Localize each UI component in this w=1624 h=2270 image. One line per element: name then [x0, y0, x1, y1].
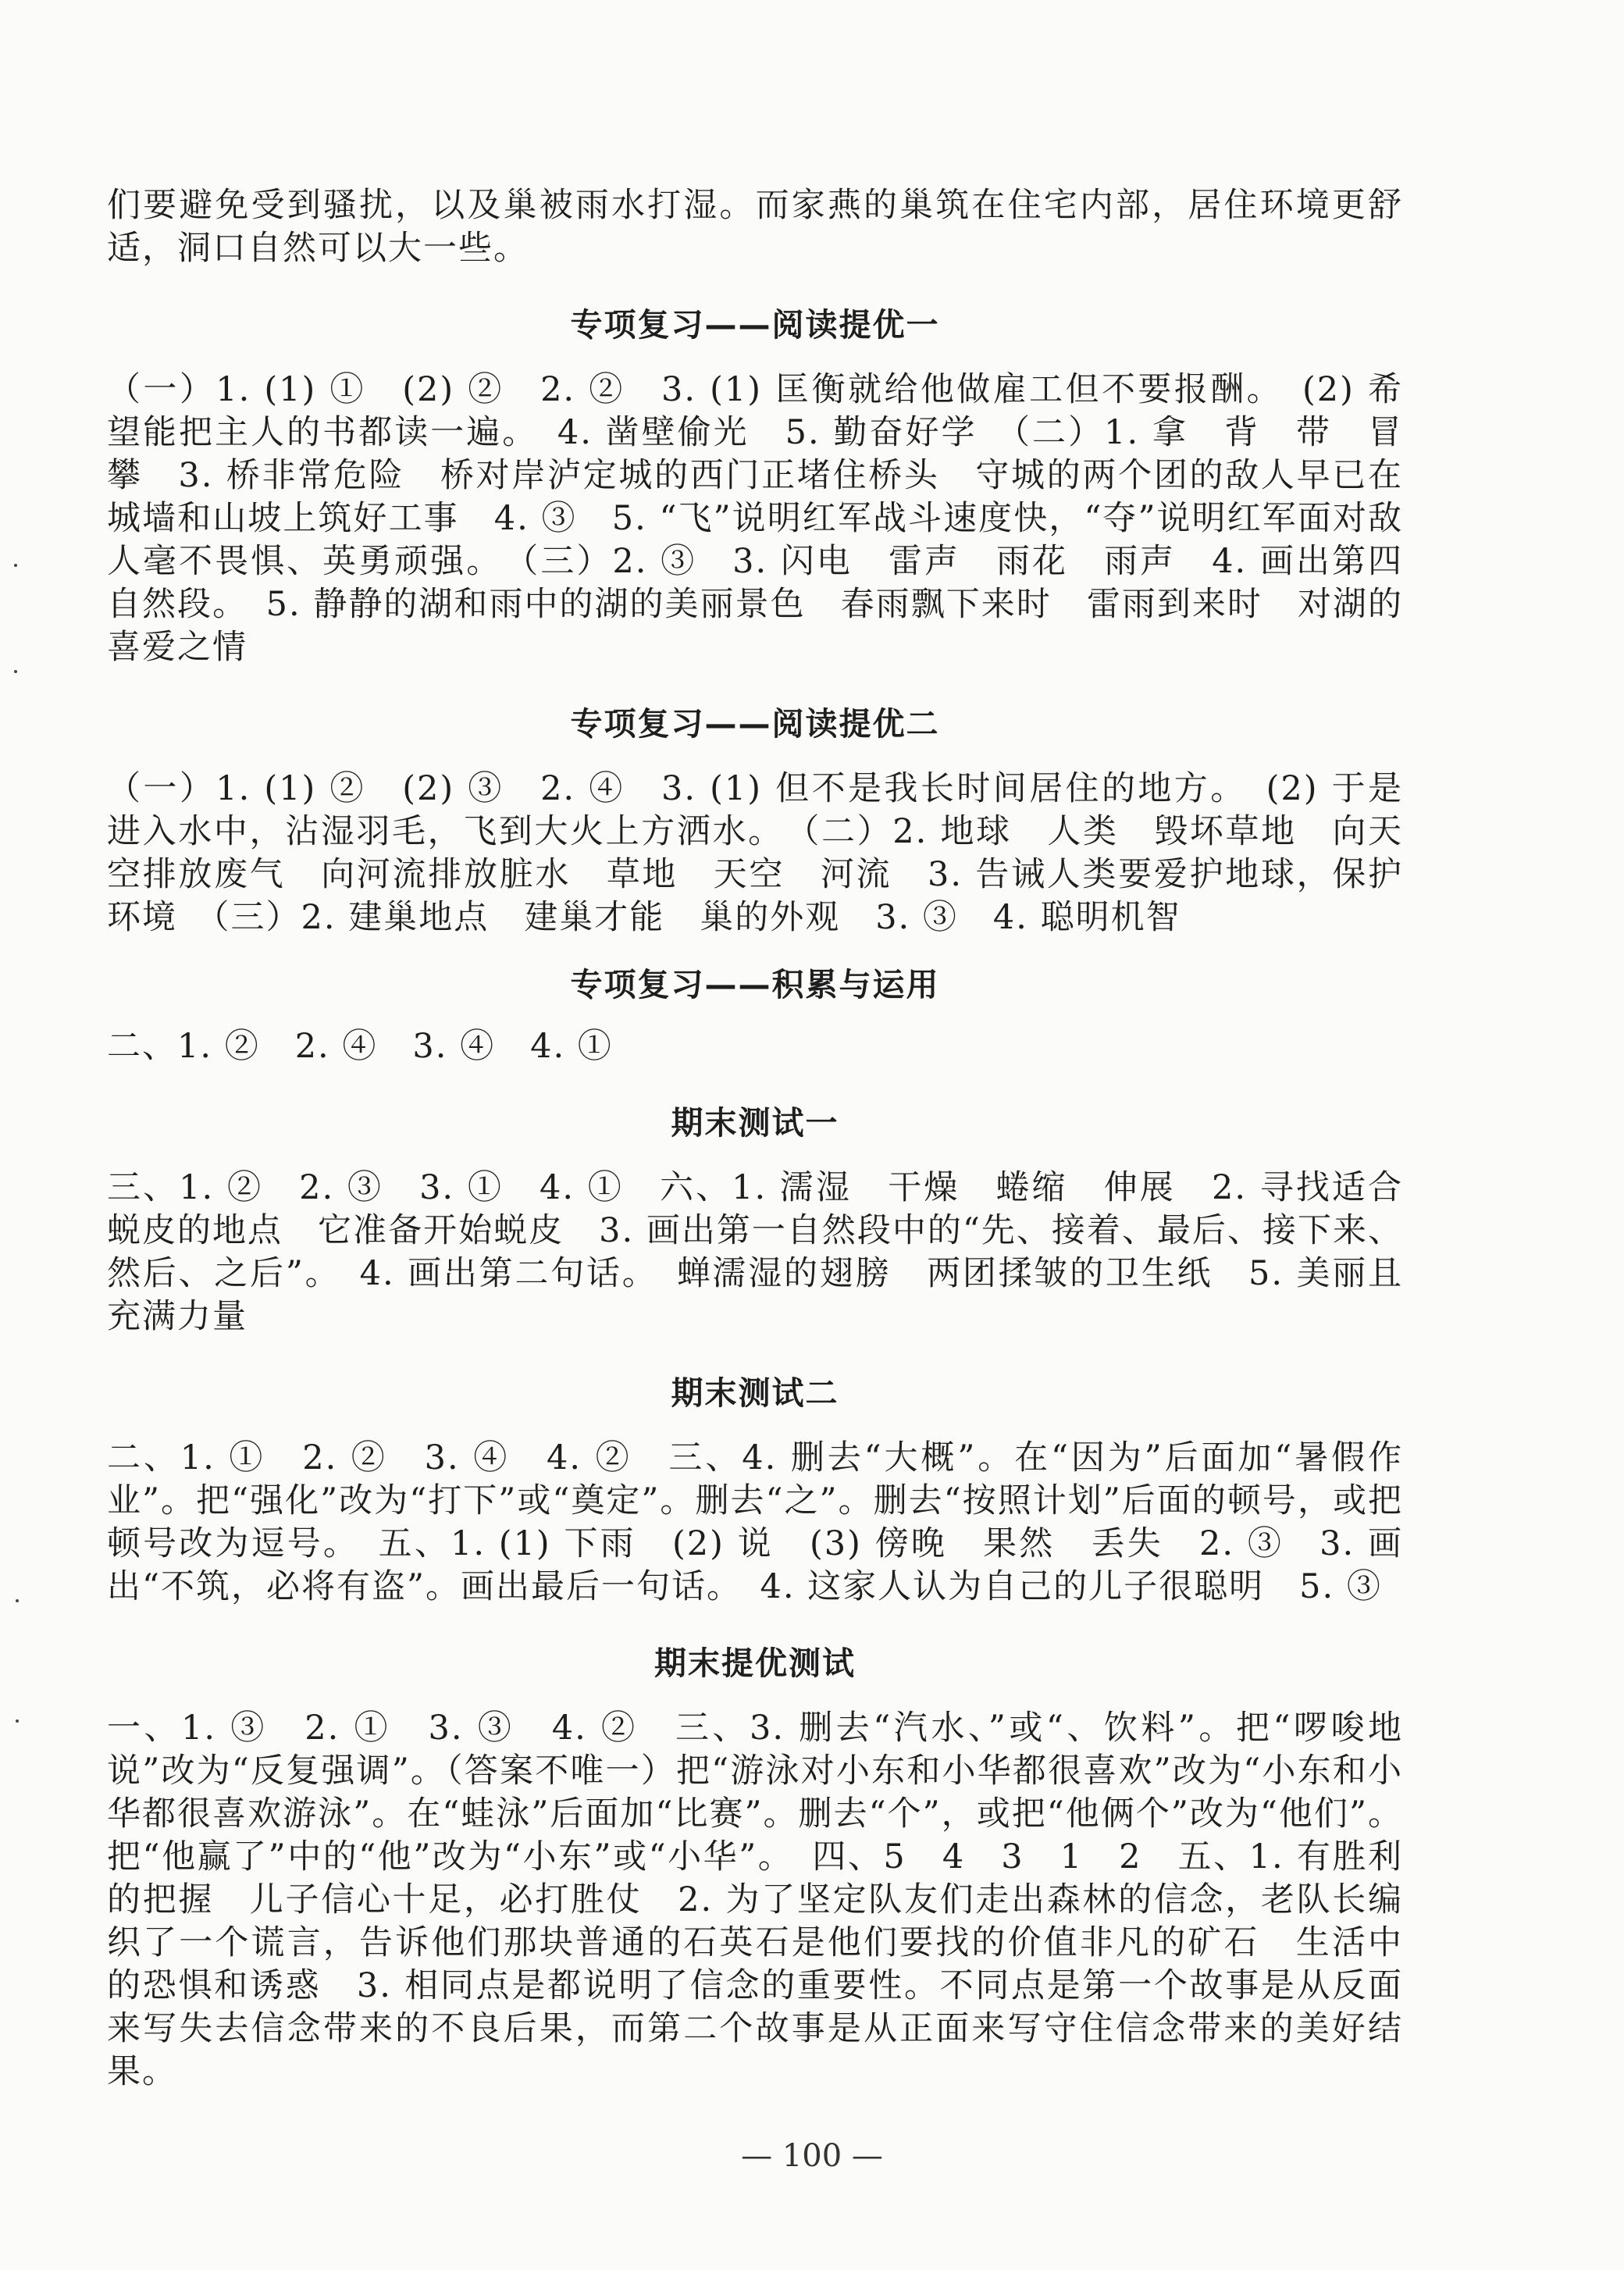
section-body: （一）1. (1) ① (2) ② 2. ② 3. (1) 匡衡就给他做雇工但不要报酬。 (2) 希望能把主人的书都读一遍。 4. 凿壁偷光 5. 勤奋好学 （二）1. 拿 背 带 冒 攀 3. 桥非常危险 桥对岸泸定城的西门正堵住桥头 守城的两个团的敌人早已在城墙和山坡上筑好工事 4. ③ 5. “飞”说明红军战斗速度快，“夺”说明红军面对敌人毫不畏惧、英勇顽强。 （三）2. ③ 3. 闪电 雷声 雨花 雨声 4. 画出第四自然段。 5. 静静的湖和雨中的湖的美丽景色 春雨飘下来时 雷雨到来时 对湖的喜爱之情 [107, 370, 1438, 667]
answer-page [107, 184, 1438, 2094]
section-body: 一、1. ③ 2. ① 3. ③ 4. ② 三、3. 删去“汽水、”或“、饮料”。把“啰唆地说”改为“反复强调”。（答案不唯一）把“游泳对小东和小华都很喜欢”改为“小东和小华都很喜欢游泳”。在“蛙泳”后面加“比赛”。删去“个”，或把“他俩个”改为“他们”。把“他赢了”中的“他”改为“小东”或“小华”。 四、5 4 3 1 2 五、1. 有胜利的把握 儿子信心十足，必打胜仗 2. 为了坚定队友们走出森林的信念，老队长编织了一个谎言，告诉他们那块普通的石英石是他们要找的价值非凡的矿石 生活中的恐惧和诱惑 3. 相同点是都说明了信念的重要性。不同点是第一个故事是从反面来写失去信念带来的不良后果，而第二个故事是从正面来写守住信念带来的美好结果。 [107, 1709, 1403, 2091]
binding-mark [16, 1719, 19, 1723]
section-final-test-1 [107, 1099, 1403, 1338]
binding-mark [16, 1599, 19, 1602]
section-final-advanced-test [107, 1640, 1403, 2094]
section-body: 二、1. ② 2. ④ 3. ④ 4. ① [107, 1027, 613, 1066]
section-body: 二、1. ① 2. ② 3. ④ 4. ② 三、4. 删去“大概”。在“因为”后面加“暑假作业”。把“强化”改为“打下”或“奠定”。删去“之”。删去“按照计划”后面的顿号，或把顿号改为逗号。 五、1. (1) 下雨 (2) 说 (3) 傍晚 果然 丢失 2. ③ 3. 画出“不筑，必将有盗”。画出最后一句话。 4. 这家人认为自己的儿子很聪明 5. ③ [107, 1438, 1403, 1606]
binding-mark [14, 564, 17, 567]
section-body: （一）1. (1) ② (2) ③ 2. ④ 3. (1) 但不是我长时间居住的地方。 (2) 于是进入水中，沾湿羽毛，飞到大火上方洒水。 （二）2. 地球 人类 毁坏草地 向天空排放废气 向河流排放脏水 草地 天空 河流 3. 告诫人类要爱护地球，保护环境 （三）2. 建巢地点 建巢才能 巢的外观 3. ③ 4. 聪明机智 [107, 769, 1403, 937]
section-reading-2 [107, 700, 1403, 939]
intro-paragraph: 们要避免受到骚扰，以及巢被雨水打湿。而家燕的巢筑在住宅内部，居住环境更舒适，洞口自然可以大一些。 [107, 186, 1403, 268]
page-number: — 100 — [741, 2138, 883, 2174]
section-title: 期末测试二 [671, 1374, 839, 1412]
section-accumulation [107, 961, 1403, 1068]
section-title: 期末提优测试 [654, 1645, 856, 1682]
section-title: 专项复习——积累与运用 [570, 966, 940, 1003]
section-reading-1 [107, 301, 1438, 669]
section-body: 三、1. ② 2. ③ 3. ① 4. ① 六、1. 濡湿 干燥 蜷缩 伸展 2. 寻找适合蜕皮的地点 它准备开始蜕皮 3. 画出第一自然段中的“先、接着、最后、接下来、然后、之后”。 4. 画出第二句话。 蝉濡湿的翅膀 两团揉皱的卫生纸 5. 美丽且充满力量 [107, 1168, 1403, 1336]
section-title: 期末测试一 [671, 1104, 839, 1142]
section-title: 专项复习——阅读提优一 [570, 306, 940, 344]
section-final-test-2 [107, 1370, 1403, 1609]
section-title: 专项复习——阅读提优二 [570, 705, 940, 743]
binding-mark [14, 670, 17, 673]
